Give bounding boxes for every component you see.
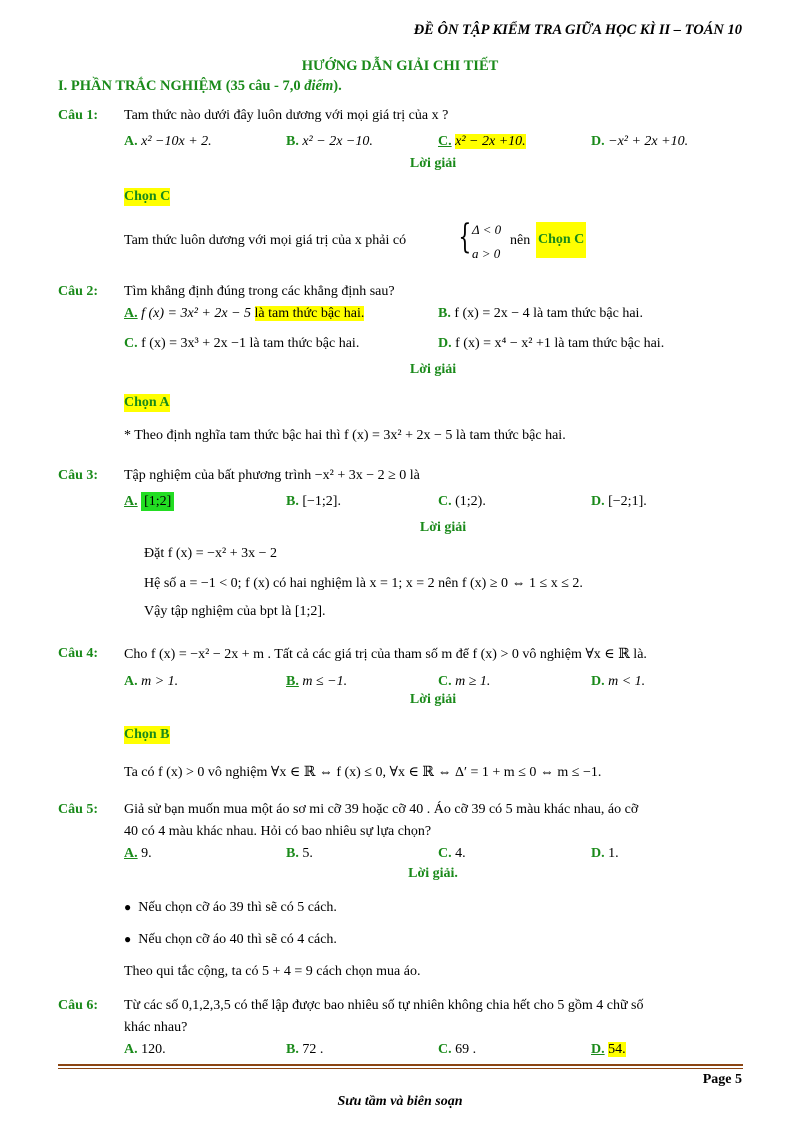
solution-line-1: Đặt f (x) = −x² + 3x − 2 (144, 546, 277, 561)
option-c[interactable]: C. (1;2). (438, 494, 486, 509)
page-title: HƯỚNG DẪN GIẢI CHI TIẾT (301, 58, 499, 74)
answer-badge: Chọn B (124, 727, 170, 742)
option-c[interactable]: C. f (x) = 3x³ + 2x −1 là tam thức bậc hai. (124, 336, 360, 351)
system-line-1: Δ < 0 (472, 222, 502, 237)
option-b[interactable]: B. 72 . (286, 1042, 324, 1057)
bullet-item: ● Nếu chọn cỡ áo 39 thì sẽ có 5 cách. (124, 900, 337, 915)
solution-line-3: Vậy tập nghiệm của bpt là [1;2]. (144, 604, 326, 619)
solution-text: * Theo định nghĩa tam thức bậc hai thì f (x) = 3x² + 2x − 5 là tam thức bậc hai. (124, 428, 566, 443)
bullet-icon: ● (124, 900, 132, 914)
question-label: Câu 2: (58, 284, 99, 299)
option-c[interactable]: C. m ≥ 1. (438, 674, 491, 689)
solution-heading: Lời giải. (408, 866, 458, 881)
solution-heading: Lời giải (409, 156, 457, 171)
answer-badge: Chọn A (124, 395, 170, 410)
option-c[interactable]: C. 69 . (438, 1042, 477, 1057)
question-text: Từ các số 0,1,2,3,5 có thể lập được bao nhiêu số tự nhiên không chia hết cho 5 gồm 4 chữ số (124, 998, 644, 1013)
section-title: I. PHẦN TRẮC NGHIỆM (35 câu - 7,0 điểm). (58, 78, 342, 94)
question-text: Tìm khẳng định đúng trong các khẳng định sau? (124, 284, 395, 299)
option-c[interactable]: C. 4. (438, 846, 466, 861)
question-text: Cho f (x) = −x² − 2x + m . Tất cả các giá trị của tham số m để f (x) > 0 vô nghiệm ∀x ∈ ℝ là. (124, 647, 647, 662)
option-a[interactable]: A. 9. (124, 846, 152, 861)
question-text: Giả sử bạn muốn mua một áo sơ mi cỡ 39 hoặc cỡ 40 . Áo cỡ 39 có 5 màu khác nhau, áo cỡ (124, 802, 639, 817)
option-a[interactable]: A. 120. (124, 1042, 166, 1057)
page-header-title: ĐỀ ÔN TẬP KIỂM TRA GIỮA HỌC KÌ II – TOÁN 10 (413, 22, 742, 38)
page-number: Page 5 (702, 1072, 742, 1087)
solution-line-2: Hệ số a = −1 < 0; f (x) có hai nghiệm là x = 1; x = 2 nên f (x) ≥ 0 ⇔ 1 ≤ x ≤ 2. (144, 576, 583, 591)
option-b[interactable]: B. 5. (286, 846, 313, 861)
question-text-cont: 40 có 4 màu khác nhau. Hỏi có bao nhiêu sự lựa chọn? (124, 824, 432, 839)
option-d[interactable]: D. 1. (591, 846, 619, 861)
option-b[interactable]: B. m ≤ −1. (286, 674, 348, 689)
question-text: Tập nghiệm của bất phương trình −x² + 3x − 2 ≥ 0 là (124, 468, 420, 483)
solution-heading: Lời giải (409, 362, 457, 377)
option-d[interactable]: D. f (x) = x⁴ − x² +1 là tam thức bậc hai. (438, 336, 665, 351)
footer-credit: Sưu tầm và biên soạn (337, 1094, 463, 1109)
answer-badge: Chọn C (124, 189, 171, 204)
question-label: Câu 6: (58, 998, 99, 1013)
option-d[interactable]: D. [−2;1]. (591, 494, 647, 509)
option-b[interactable]: B. f (x) = 2x − 4 là tam thức bậc hai. (438, 306, 643, 321)
footer-divider (58, 1064, 743, 1066)
question-label: Câu 3: (58, 468, 99, 483)
solution-text: Theo qui tắc cộng, ta có 5 + 4 = 9 cách chọn mua áo. (124, 964, 421, 979)
system-line-2: a > 0 (472, 246, 501, 261)
option-c[interactable]: C. x² − 2x +10. (438, 134, 526, 149)
option-a[interactable]: A. f (x) = 3x² + 2x − 5 là tam thức bậc hai. (124, 306, 365, 321)
option-b[interactable]: B. x² − 2x −10. (286, 134, 373, 149)
solution-heading: Lời giải (409, 692, 457, 707)
option-d[interactable]: D. m < 1. (591, 674, 646, 689)
option-b[interactable]: B. [−1;2]. (286, 494, 341, 509)
question-label: Câu 5: (58, 802, 99, 817)
answer-badge-inline: Chọn C (536, 222, 586, 258)
solution-text-suffix: nên (510, 233, 531, 248)
option-d[interactable]: D. 54. (591, 1042, 626, 1057)
question-text-cont: khác nhau? (124, 1020, 188, 1035)
bullet-icon: ● (124, 932, 132, 946)
solution-text: Ta có f (x) > 0 vô nghiệm ∀x ∈ ℝ ⇔ f (x) ≤ 0, ∀x ∈ ℝ ⇔ Δ′ = 1 + m ≤ 0 ⇔ m ≤ −1. (124, 765, 602, 780)
option-d[interactable]: D. −x² + 2x +10. (591, 134, 689, 149)
footer-divider-thin (58, 1068, 743, 1069)
solution-text: Tam thức luôn dương với mọi giá trị của x phải có (124, 233, 407, 248)
brace-icon: { (458, 217, 472, 257)
option-a[interactable]: A. [1;2] (124, 494, 174, 510)
question-label: Câu 4: (58, 646, 99, 661)
solution-heading: Lời giải (419, 520, 467, 535)
question-text: Tam thức nào dưới đây luôn dương với mọi giá trị của x ? (124, 108, 449, 123)
question-label: Câu 1: (58, 108, 99, 123)
option-a[interactable]: A. m > 1. (124, 674, 179, 689)
bullet-item: ● Nếu chọn cỡ áo 40 thì sẽ có 4 cách. (124, 932, 337, 947)
option-a[interactable]: A. x² −10x + 2. (124, 134, 212, 149)
